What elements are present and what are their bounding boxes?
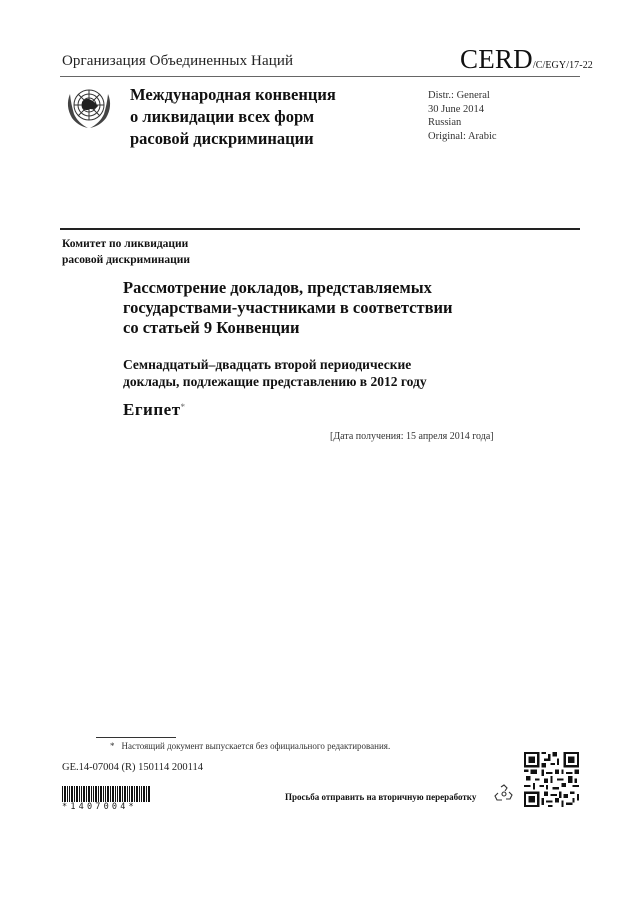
committee-line: расовой дискриминации [62,254,191,266]
country-heading [123,400,186,420]
distribution-language: Russian [428,117,462,128]
footnote-marker: * [110,741,115,751]
recycle-icon [493,783,515,805]
document-subtitle [123,356,427,390]
country-name: Египет [123,400,181,419]
convention-line: расовой дискриминации [130,129,314,148]
document-symbol [460,44,593,75]
header-rule [60,76,580,77]
footnote [110,741,390,751]
subtitle-line: Семнадцатый–двадцать второй периодические [123,357,412,372]
title-line: со статьей 9 Конвенции [123,318,300,337]
barcode-icon [62,786,150,802]
distribution-line: Distr.: General [428,90,490,101]
distribution-original: Original: Arabic [428,130,497,142]
qr-code-icon [524,752,579,807]
section-rule [60,228,580,230]
distribution-date: 30 June 2014 [428,103,484,115]
title-line: государствами-участниками в соответствии [123,298,453,317]
barcode-number: *1407004* [62,802,137,812]
convention-title [130,84,336,150]
document-symbol-suffix: /C/EGY/17-22 [532,60,593,71]
committee-line: Комитет по ликвидации [62,238,189,250]
footnote-rule [96,737,176,738]
footnote-marker[interactable]: * [180,402,186,412]
job-number: GE.14-07004 (R) 150114 200114 [62,762,203,773]
document-symbol-main: CERD [460,44,533,74]
recycle-note: Просьба отправить на вторичную переработку [285,792,477,802]
subtitle-line: доклады, подлежащие представлению в 2012 году [123,374,427,389]
organization-name: Организация Объединенных Наций [62,53,294,69]
document-title [123,278,453,338]
distribution-block [428,89,497,143]
title-line: Рассмотрение докладов, представляемых [123,278,432,297]
committee-name [62,236,190,268]
footnote-text: Настоящий документ выпускается без официального редактирования. [121,741,391,751]
date-received: [Дата получения: 15 апреля 2014 года] [330,431,494,442]
convention-line: о ликвидации всех форм [130,107,315,126]
convention-line: Международная конвенция [130,85,336,104]
un-emblem-icon [62,80,116,134]
